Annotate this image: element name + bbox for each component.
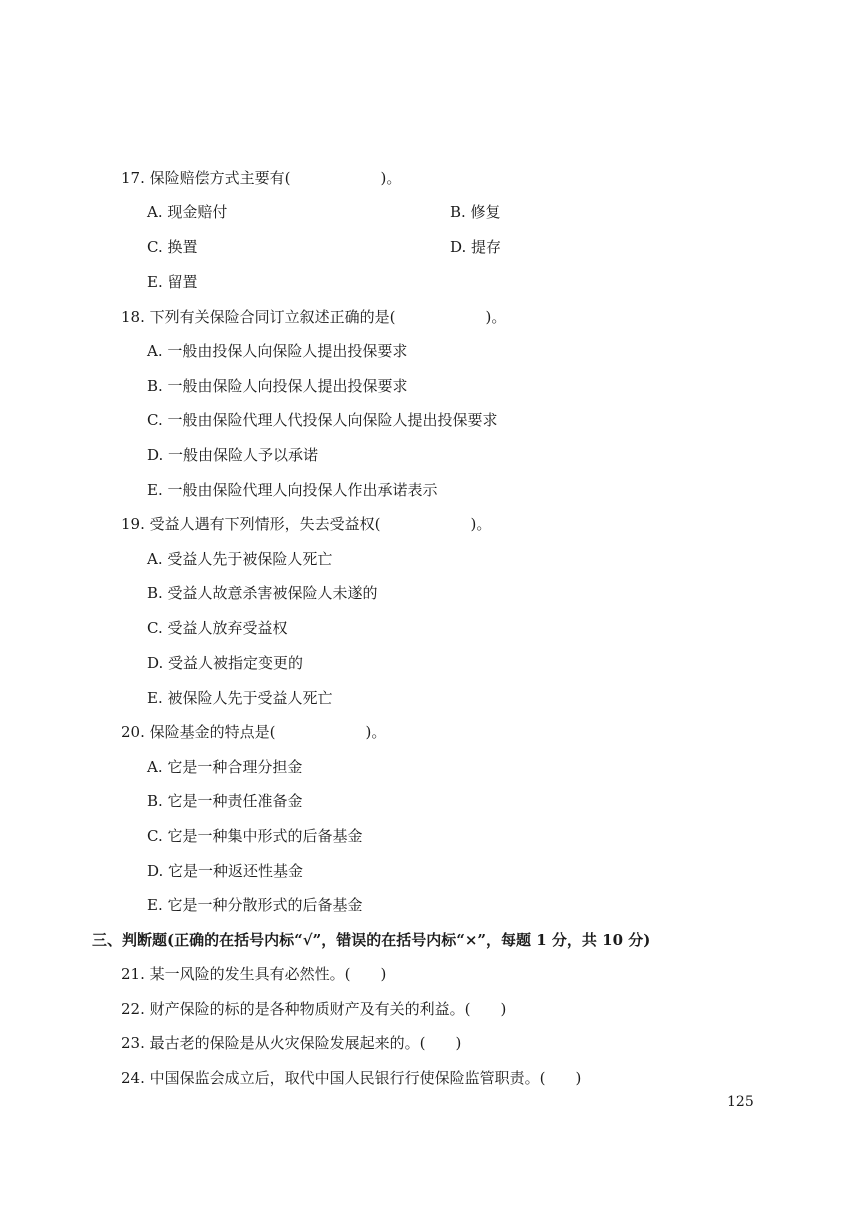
question-20-option-e: E. 它是一种分散形式的后备基金: [147, 896, 363, 914]
question-17-option-e: E. 留置: [147, 273, 198, 291]
question-17-option-c: C. 换置: [147, 238, 198, 256]
question-17-option-a: A. 现金赔付: [147, 203, 228, 221]
question-23: 23. 最古老的保险是从火灾保险发展起来的。( ): [121, 1034, 462, 1052]
question-19-option-c: C. 受益人放弃受益权: [147, 619, 288, 637]
question-19-option-d: D. 受益人被指定变更的: [147, 654, 304, 672]
section-3-heading: 三、判断题(正确的在括号内标“√”，错误的在括号内标“×”，每题 1 分，共 10 分): [92, 931, 651, 949]
question-22: 22. 财产保险的标的是各种物质财产及有关的利益。( ): [121, 1000, 507, 1018]
question-18-option-d: D. 一般由保险人予以承诺: [147, 446, 319, 464]
question-17-option-b: B. 修复: [450, 203, 501, 221]
question-19-stem: 19. 受益人遇有下列情形，失去受益权( )。: [121, 515, 492, 533]
question-19-option-b: B. 受益人故意杀害被保险人未遂的: [147, 584, 378, 602]
question-18-option-b: B. 一般由保险人向投保人提出投保要求: [147, 377, 408, 395]
question-18-option-a: A. 一般由投保人向保险人提出投保要求: [147, 342, 408, 360]
question-20-option-b: B. 它是一种责任准备金: [147, 792, 303, 810]
question-20-option-a: A. 它是一种合理分担金: [147, 758, 303, 776]
question-17-option-d: D. 提存: [450, 238, 502, 256]
question-20-option-c: C. 它是一种集中形式的后备基金: [147, 827, 363, 845]
question-18-option-c: C. 一般由保险代理人代投保人向保险人提出投保要求: [147, 411, 498, 429]
question-21: 21. 某一风险的发生具有必然性。( ): [121, 965, 387, 983]
question-20-stem: 20. 保险基金的特点是( )。: [121, 723, 387, 741]
question-17-stem: 17. 保险赔偿方式主要有( )。: [121, 169, 402, 187]
question-20-option-d: D. 它是一种返还性基金: [147, 862, 304, 880]
question-19-option-a: A. 受益人先于被保险人死亡: [147, 550, 333, 568]
question-19-option-e: E. 被保险人先于受益人死亡: [147, 689, 333, 707]
question-18-option-e: E. 一般由保险代理人向投保人作出承诺表示: [147, 481, 438, 499]
page-number: 125: [727, 1094, 754, 1110]
question-24: 24. 中国保监会成立后，取代中国人民银行行使保险监管职责。( ): [121, 1069, 582, 1087]
question-18-stem: 18. 下列有关保险合同订立叙述正确的是( )。: [121, 308, 507, 326]
